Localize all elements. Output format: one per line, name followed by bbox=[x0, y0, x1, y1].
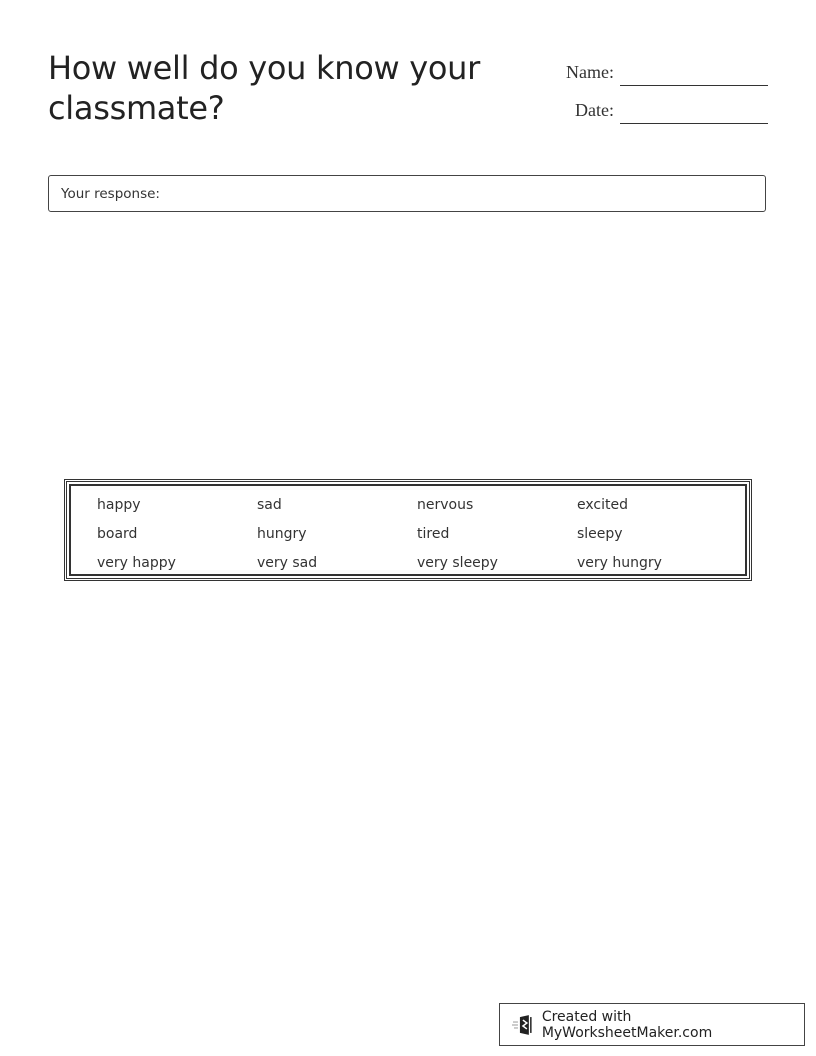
name-input-line[interactable] bbox=[620, 65, 768, 86]
worksheet-maker-logo-icon bbox=[512, 1014, 534, 1036]
word-bank-item: nervous bbox=[417, 497, 474, 513]
word-bank-item: very happy bbox=[97, 555, 176, 571]
word-bank-grid bbox=[97, 494, 745, 581]
word-bank-item: tired bbox=[417, 526, 450, 542]
name-label: Name: bbox=[566, 62, 614, 82]
word-bank-item: hungry bbox=[257, 526, 307, 542]
word-bank-item: happy bbox=[97, 497, 141, 513]
word-bank-item: board bbox=[97, 526, 138, 542]
response-box[interactable] bbox=[48, 175, 766, 212]
word-bank bbox=[64, 479, 752, 581]
word-bank-item: sad bbox=[257, 497, 282, 513]
word-bank-item: very sad bbox=[257, 555, 318, 571]
worksheet-title: How well do you know your classmate? bbox=[48, 49, 481, 127]
footer-credit-text: Created with MyWorksheetMaker.com bbox=[541, 1008, 713, 1041]
word-bank-item: sleepy bbox=[577, 526, 623, 542]
date-label: Date: bbox=[575, 100, 614, 120]
word-bank-item: very hungry bbox=[577, 555, 662, 571]
response-label: Your response: bbox=[61, 186, 160, 202]
word-bank-item: very sleepy bbox=[417, 555, 498, 571]
footer-credit[interactable] bbox=[499, 1003, 805, 1046]
date-input-line[interactable] bbox=[620, 103, 768, 124]
name-field-row bbox=[540, 50, 768, 88]
word-bank-inner bbox=[69, 484, 747, 576]
name-date-fields bbox=[540, 50, 768, 126]
word-bank-item: excited bbox=[577, 497, 628, 513]
date-field-row bbox=[540, 88, 768, 126]
